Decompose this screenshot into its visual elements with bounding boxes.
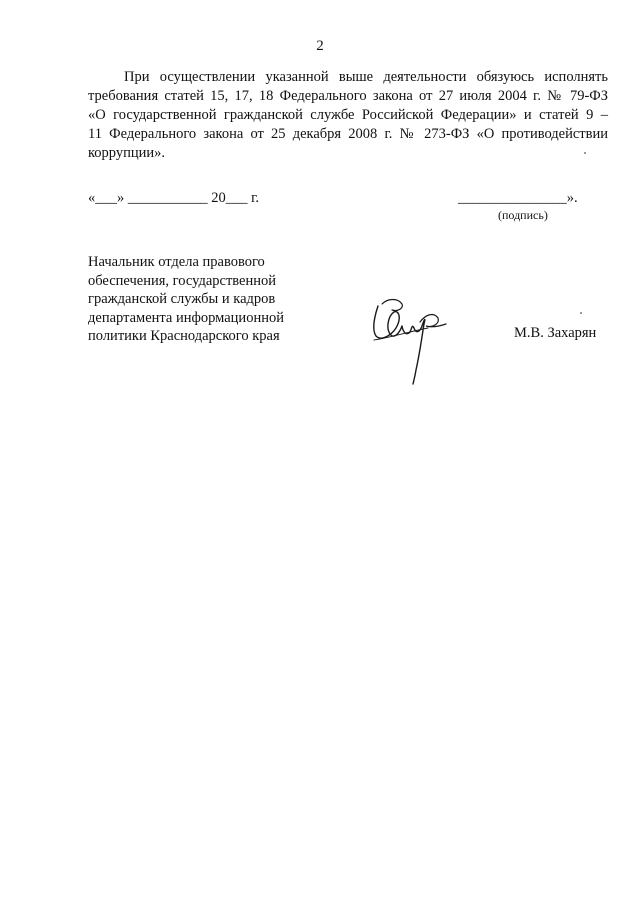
position-line: обеспечения, государственной <box>88 272 277 289</box>
signer-position <box>88 253 328 346</box>
paragraph-line: 11 Федерального закона от 25 декабря 2008 г. № 273-ФЗ «О противодействии <box>88 126 608 142</box>
page-number: 2 <box>316 38 324 54</box>
obligation-paragraph <box>88 68 608 163</box>
position-line: гражданской службы и кадров <box>88 291 276 307</box>
paragraph-line: коррупции». <box>88 145 166 161</box>
signer-name: М.В. Захарян <box>514 325 597 341</box>
signature-blank: _______________». <box>458 190 578 206</box>
position-line: Начальник отдела правового <box>88 254 265 270</box>
position-line: политики Краснодарского края <box>88 328 280 344</box>
scan-speck <box>580 312 582 314</box>
signature-caption: (подпись) <box>498 208 548 222</box>
date-placeholder: «___» ___________ 20___ г. <box>88 190 260 206</box>
position-line: департамента информационной <box>88 309 284 326</box>
scan-speck <box>584 152 586 154</box>
handwritten-signature <box>368 288 448 386</box>
paragraph-line: «О государственной гражданской службе Российской Федерации» и статей 9 – <box>88 107 608 123</box>
paragraph-line: требования статей 15, 17, 18 Федерального закона от 27 июля 2004 г. № 79-ФЗ <box>88 88 608 104</box>
paragraph-line: При осуществлении указанной выше деятельности обязуюсь исполнять <box>124 69 608 85</box>
